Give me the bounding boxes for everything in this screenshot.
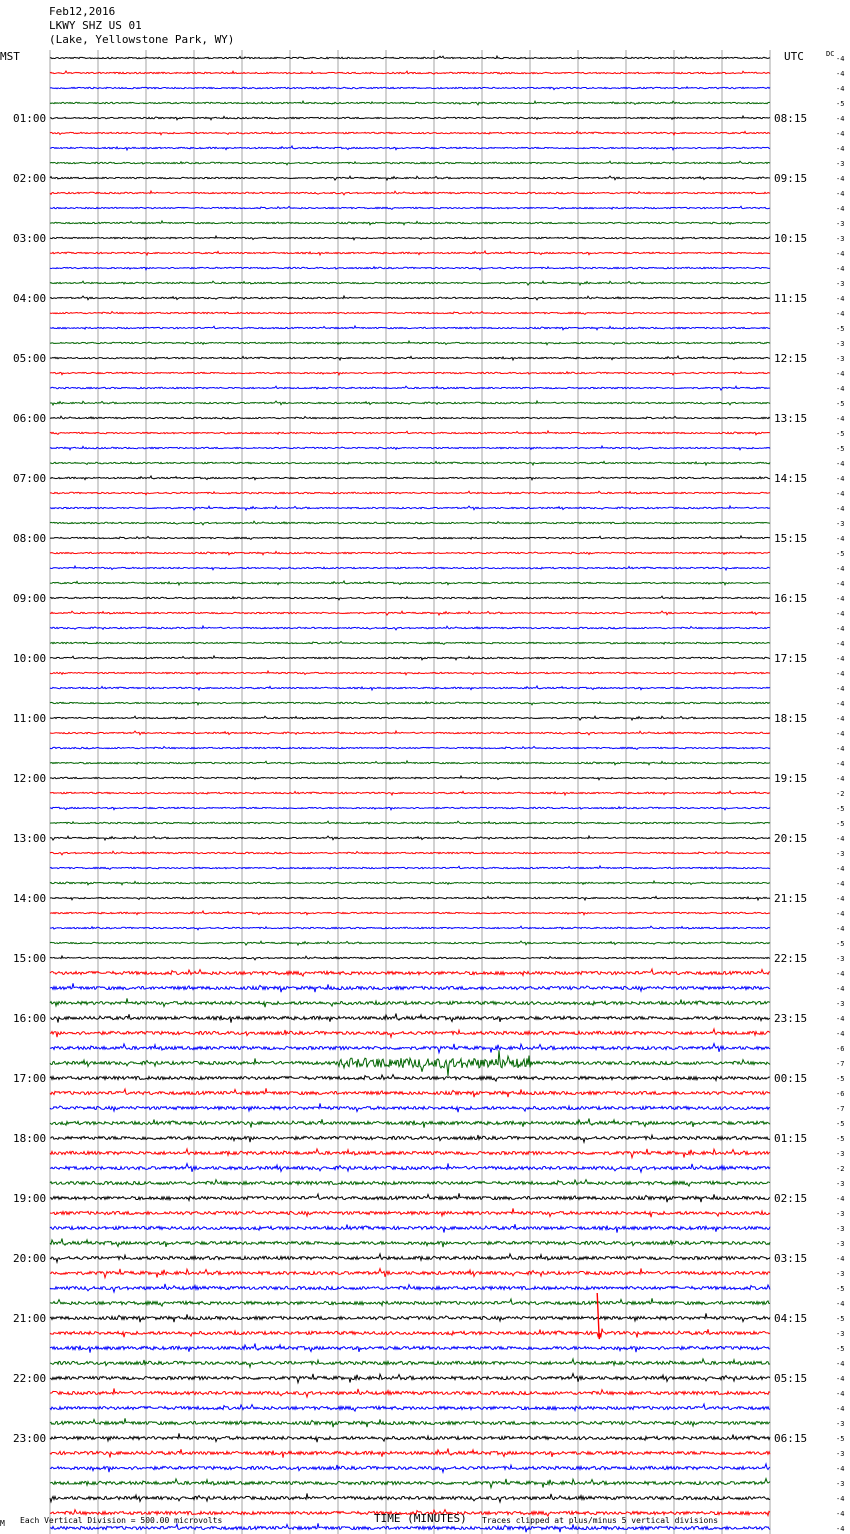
row-offset-label: -4 [836,670,845,678]
trace-row-96 [50,1493,770,1502]
right-hour-label: 08:15 [774,112,808,125]
trace-row-79 [50,1239,770,1248]
right-hour-label: 03:15 [774,1252,808,1265]
minute-gridlines [50,50,770,1534]
row-offset-label: -3 [836,1480,845,1488]
trace-row-13 [50,251,770,255]
row-offset-label: -4 [836,970,845,978]
trace-row-80 [50,1254,770,1262]
row-offset-label: -3 [836,1450,845,1458]
left-zone-label: MST [0,50,20,63]
trace-row-45 [50,731,770,735]
row-offset-label: -4 [836,700,845,708]
row-offset-label: -4 [836,775,845,783]
left-hour-label: 02:00 [13,172,47,185]
left-hour-label: 16:00 [13,1012,47,1025]
right-hour-labels [774,112,807,1445]
right-hour-label: 16:15 [774,592,808,605]
header-location: (Lake, Yellowstone Park, WY) [49,33,235,46]
row-offset-label: -5 [836,1345,845,1353]
trace-row-69 [50,1088,770,1097]
row-offset-label: -4 [836,910,845,918]
row-offset-label: -5 [836,820,845,828]
trace-row-7 [50,161,770,165]
row-offset-label: -4 [836,1195,845,1203]
row-offset-label: -4 [836,460,845,468]
left-hour-label: 03:00 [13,232,47,245]
row-offset-label: -4 [836,865,845,873]
trace-row-8 [50,176,770,180]
trace-row-20 [50,356,770,360]
row-offset-label: -4 [836,295,845,303]
row-offset-label: -7 [836,1105,845,1113]
row-offset-label: -5 [836,400,845,408]
trace-row-17 [50,312,770,315]
row-offset-label: -4 [836,370,845,378]
row-offset-label: -4 [836,715,845,723]
trace-row-51 [50,821,770,824]
right-hour-label: 21:15 [774,892,808,905]
x-axis-title: TIME (MINUTES) [374,1512,467,1525]
trace-row-54 [50,866,770,870]
left-hour-label: 07:00 [13,472,47,485]
row-offset-label: -7 [836,1060,845,1068]
row-offset-label: -4 [836,265,845,273]
trace-row-18 [50,326,770,330]
trace-row-67 [50,1050,770,1076]
row-offset-label: -4 [836,655,845,663]
row-offset-label: -4 [836,1465,845,1473]
row-offset-label: -4 [836,1525,845,1533]
trace-row-35 [50,581,770,585]
left-hour-label: 11:00 [13,712,47,725]
trace-row-50 [50,807,770,810]
row-offset-label: -4 [836,505,845,513]
trace-row-52 [50,836,770,840]
trace-row-47 [50,761,770,765]
trace-row-9 [50,191,770,195]
header-station: LKWY SHZ US 01 [49,19,142,32]
trace-row-40 [50,656,770,660]
clip-note: Traces clipped at plus/minus 5 vertical divisions [482,1516,719,1525]
trace-row-41 [50,671,770,675]
trace-row-83 [50,1298,770,1306]
trace-row-21 [50,372,770,375]
trace-row-1 [50,71,770,74]
trace-row-53 [50,851,770,855]
row-offset-label: -3 [836,955,845,963]
row-offset-label: -3 [836,1225,845,1233]
row-offset-label: -4 [836,1030,845,1038]
row-offset-label: -3 [836,220,845,228]
left-hour-label: 06:00 [13,412,47,425]
row-offset-label: -4 [836,1495,845,1503]
left-hour-label: 19:00 [13,1192,47,1205]
row-offset-label: -4 [836,1015,845,1023]
row-offset-label: -4 [836,205,845,213]
right-hour-label: 23:15 [774,1012,808,1025]
trace-row-82 [50,1284,770,1292]
row-offset-label: -4 [836,130,845,138]
row-offset-label: -4 [836,175,845,183]
row-offset-label: -4 [836,70,845,78]
row-offset-label: -5 [836,1435,845,1443]
row-offset-label: -4 [836,595,845,603]
trace-row-93 [50,1449,770,1458]
row-offset-label: -4 [836,415,845,423]
trace-row-73 [50,1149,770,1158]
row-offset-label: -4 [836,115,845,123]
trace-row-58 [50,926,770,930]
trace-row-91 [50,1418,770,1427]
right-zone-label: UTC [784,50,804,63]
left-hour-label: 14:00 [13,892,47,905]
left-hour-label: 21:00 [13,1312,47,1325]
trace-row-33 [50,551,770,554]
left-hour-label: 23:00 [13,1432,47,1445]
trace-row-77 [50,1208,770,1217]
right-hour-label: 06:15 [774,1432,808,1445]
trace-row-66 [50,1044,770,1053]
row-offset-label: -4 [836,190,845,198]
row-offset-label: -5 [836,550,845,558]
trace-row-65 [50,1029,770,1037]
trace-row-32 [50,536,770,540]
trace-row-38 [50,626,770,630]
trace-rows [50,56,770,1534]
left-hour-label: 10:00 [13,652,47,665]
trace-row-5 [50,131,770,135]
row-offset-label: -4 [836,730,845,738]
row-offset-label: -4 [836,55,845,63]
row-offset-label: -4 [836,250,845,258]
row-offset-label: -4 [836,535,845,543]
left-hour-label: 12:00 [13,772,47,785]
trace-row-87 [50,1359,770,1367]
left-hour-label: 15:00 [13,952,47,965]
row-offset-label: -5 [836,940,845,948]
right-hour-label: 05:15 [774,1372,808,1385]
row-offset-label: -4 [836,895,845,903]
row-offset-label: -3 [836,1240,845,1248]
trace-row-94 [50,1464,770,1472]
row-offset-label: -4 [836,610,845,618]
trace-row-43 [50,702,770,705]
left-hour-label: 17:00 [13,1072,47,1085]
left-hour-label: 20:00 [13,1252,47,1265]
trace-row-76 [50,1193,770,1202]
row-offset-label: -4 [836,685,845,693]
trace-row-68 [50,1075,770,1082]
trace-row-81 [50,1268,770,1277]
row-offset-label: -5 [836,1315,845,1323]
trace-row-42 [50,686,770,690]
trace-row-64 [50,1014,770,1023]
row-offset-label: -4 [836,745,845,753]
row-offset-label: -4 [836,490,845,498]
right-hour-label: 09:15 [774,172,808,185]
row-offset-label: -4 [836,880,845,888]
right-hour-label: 04:15 [774,1312,808,1325]
row-offset-label: -2 [836,1165,845,1173]
row-offset-label: -5 [836,100,845,108]
right-hour-label: 22:15 [774,952,808,965]
trace-row-0 [50,56,770,59]
right-hour-label: 12:15 [774,352,808,365]
trace-row-56 [50,896,770,900]
row-offset-label: -4 [836,760,845,768]
trace-row-39 [50,642,770,645]
right-hour-label: 18:15 [774,712,808,725]
row-offset-label: -5 [836,1285,845,1293]
trace-row-78 [50,1224,770,1232]
trace-row-31 [50,521,770,525]
row-offset-label: -5 [836,805,845,813]
trace-row-27 [50,461,770,465]
trace-row-70 [50,1103,770,1112]
trace-row-95 [50,1479,770,1488]
trace-row-4 [50,116,770,120]
row-offset-label: -5 [836,1075,845,1083]
trace-row-24 [50,416,770,419]
row-offset-label: -4 [836,1375,845,1383]
row-offset-label: -6 [836,1045,845,1053]
trace-row-37 [50,611,770,615]
row-offset-label: -3 [836,1420,845,1428]
row-offset-label: -3 [836,160,845,168]
trace-row-85 [50,1329,770,1338]
row-offset-label: -3 [836,520,845,528]
trace-row-3 [50,101,770,105]
trace-row-30 [50,506,770,510]
trace-row-71 [50,1119,770,1128]
trace-row-63 [50,998,770,1007]
trace-row-49 [50,791,770,795]
trace-row-57 [50,911,770,915]
row-offset-label: -4 [836,925,845,933]
trace-spike [597,1293,601,1339]
trace-row-34 [50,566,770,570]
left-hour-label: 05:00 [13,352,47,365]
trace-row-74 [50,1163,770,1172]
row-offset-label: -3 [836,1270,845,1278]
right-hour-label: 01:15 [774,1132,808,1145]
row-offset-label: -4 [836,385,845,393]
trace-row-23 [50,401,770,405]
trace-row-46 [50,747,770,750]
row-offset-label: -5 [836,325,845,333]
right-hour-label: 11:15 [774,292,808,305]
trace-row-2 [50,87,770,90]
trace-row-89 [50,1388,770,1397]
row-offset-label: -3 [836,1210,845,1218]
trace-row-10 [50,206,770,209]
left-hour-label: 08:00 [13,532,47,545]
row-offset-label: -3 [836,1000,845,1008]
trace-row-11 [50,221,770,225]
right-hour-label: 13:15 [774,412,808,425]
row-offset-label: -4 [836,1300,845,1308]
row-offset-label: -4 [836,640,845,648]
trace-row-62 [50,983,770,992]
row-offset-label: -4 [836,145,845,153]
row-offset-label: -4 [836,85,845,93]
trace-row-44 [50,716,770,720]
right-hour-label: 19:15 [774,772,808,785]
right-hour-label: 00:15 [774,1072,808,1085]
left-hour-labels [13,112,46,1445]
row-offset-label: -4 [836,475,845,483]
trace-row-19 [50,341,770,345]
row-offset-label: -5 [836,1135,845,1143]
row-offset-label: -4 [836,835,845,843]
row-offset-label: -4 [836,1255,845,1263]
left-hour-label: 13:00 [13,832,47,845]
trace-row-88 [50,1374,770,1383]
row-offset-label: -4 [836,580,845,588]
right-hour-label: 02:15 [774,1192,808,1205]
row-offset-label: -3 [836,355,845,363]
row-offset-label: -3 [836,1180,845,1188]
trace-row-29 [50,491,770,495]
trace-row-48 [50,776,770,780]
row-offset-label: -4 [836,565,845,573]
row-offset-label: -5 [836,1120,845,1128]
trace-row-26 [50,446,770,450]
trace-row-16 [50,296,770,300]
trace-row-72 [50,1135,770,1142]
row-offset-label: -4 [836,985,845,993]
right-hour-label: 15:15 [774,532,808,545]
row-offset-label: -2 [836,790,845,798]
trace-row-59 [50,941,770,945]
scale-note: Each Vertical Division = 500.00 microvolts [20,1516,223,1525]
trace-row-90 [50,1404,770,1411]
dc-label: DC [826,50,835,58]
row-offset-label: -3 [836,850,845,858]
left-hour-label: 09:00 [13,592,47,605]
right-hour-label: 20:15 [774,832,808,845]
right-hour-label: 17:15 [774,652,808,665]
row-offset-label: -4 [836,1510,845,1518]
trace-row-28 [50,476,770,480]
right-hour-label: 14:15 [774,472,808,485]
row-offset-label: -5 [836,445,845,453]
row-offset-label: -4 [836,1405,845,1413]
trace-row-25 [50,431,770,435]
row-offset-label: -5 [836,430,845,438]
trace-row-12 [50,236,770,240]
row-offset-label: -3 [836,280,845,288]
trace-row-36 [50,596,770,600]
corner-mark: M [0,1519,5,1528]
right-hour-label: 10:15 [774,232,808,245]
trace-row-75 [50,1180,770,1187]
trace-row-92 [50,1433,770,1442]
row-offset-label: -4 [836,1360,845,1368]
row-offset-label: -3 [836,340,845,348]
left-hour-label: 18:00 [13,1132,47,1145]
row-offset-label: -4 [836,310,845,318]
trace-row-15 [50,281,770,285]
trace-row-22 [50,386,770,390]
trace-row-84 [50,1313,770,1322]
trace-row-14 [50,267,770,270]
row-offset-label: -4 [836,1390,845,1398]
row-offset-labels [836,55,844,1534]
row-offset-label: -3 [836,1150,845,1158]
row-offset-label: -6 [836,1090,845,1098]
trace-row-86 [50,1344,770,1353]
header-date: Feb12,2016 [49,5,116,18]
row-offset-label: -4 [836,625,845,633]
trace-row-6 [50,146,770,150]
row-offset-label: -3 [836,235,845,243]
left-hour-label: 22:00 [13,1372,47,1385]
trace-row-60 [50,956,770,960]
trace-row-61 [50,969,770,976]
left-hour-label: 04:00 [13,292,47,305]
row-offset-label: -3 [836,1330,845,1338]
trace-row-55 [50,881,770,885]
left-hour-label: 01:00 [13,112,47,125]
